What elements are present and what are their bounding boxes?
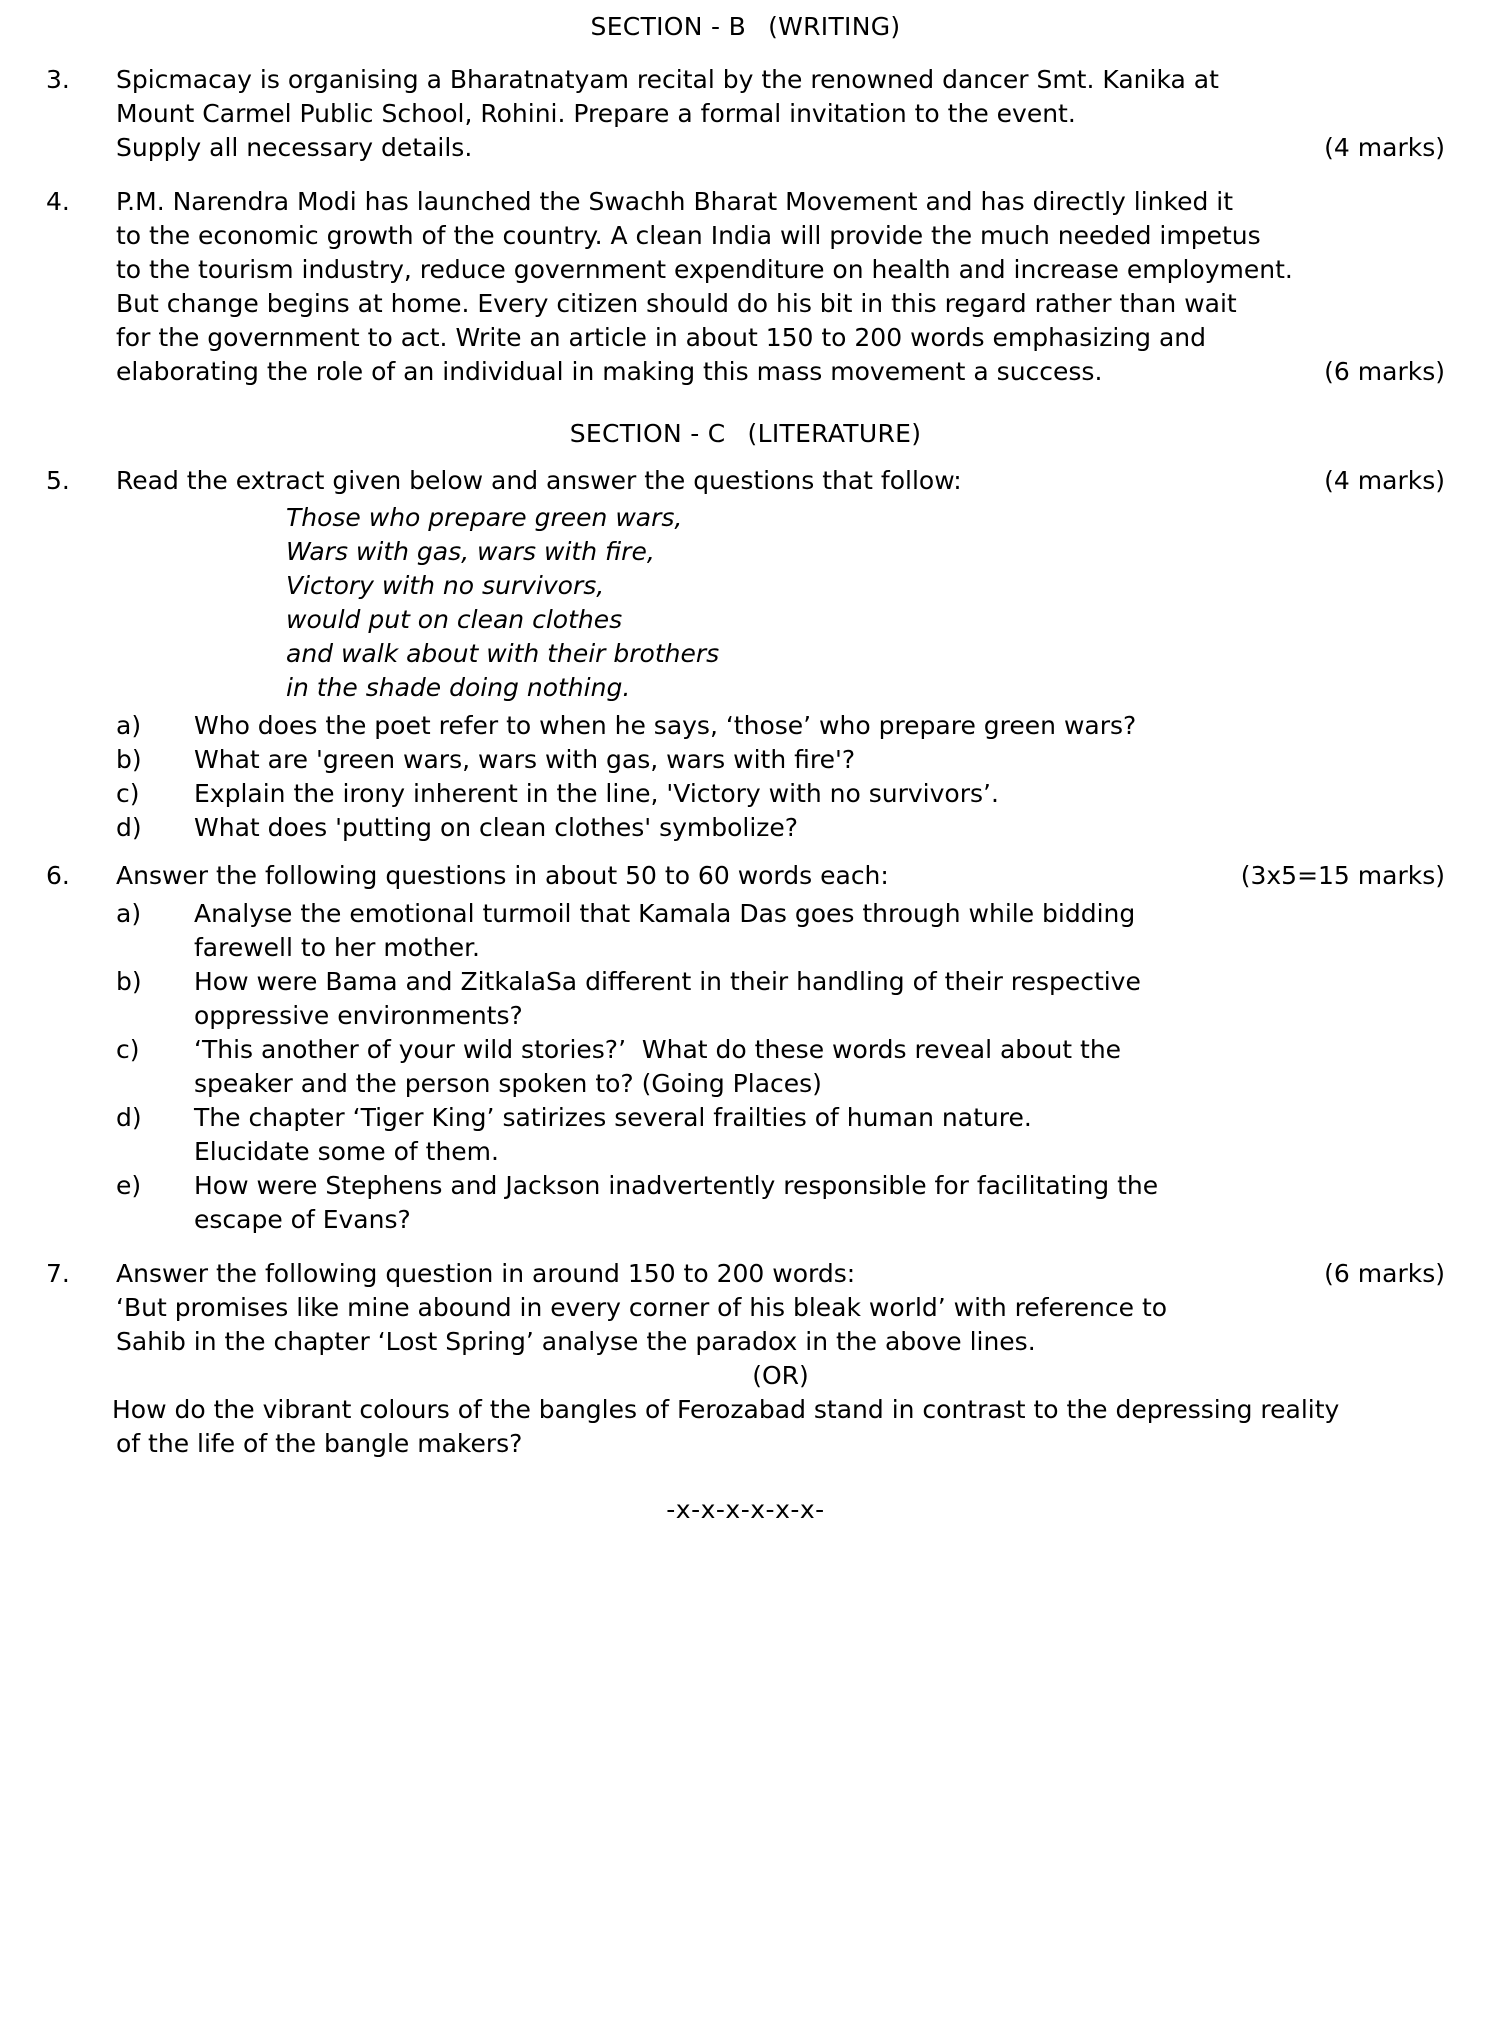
question-4-body bbox=[116, 185, 1445, 389]
question-3-body bbox=[116, 63, 1445, 165]
question-5-number: 5. bbox=[46, 466, 70, 495]
question-6 bbox=[46, 859, 1445, 1237]
poem-line: in the shade doing nothing. bbox=[286, 673, 631, 702]
question-6-stem: Answer the following questions in about 50 to 60 words each: bbox=[116, 861, 889, 890]
question-6-number: 6. bbox=[46, 861, 70, 890]
subquestion-line-1: How were Bama and ZitkalaSa different in their handling of their respective bbox=[194, 967, 1141, 996]
subquestion-line-2: oppressive environments? bbox=[194, 1001, 523, 1030]
subquestion-label: a) bbox=[116, 711, 142, 740]
question-6-subquestion-c bbox=[116, 1033, 1445, 1101]
question-3 bbox=[46, 63, 1445, 165]
question-7-body bbox=[112, 1257, 1445, 1461]
question-5-poem-extract bbox=[116, 501, 1445, 705]
subquestion-line-2: escape of Evans? bbox=[194, 1205, 411, 1234]
question-3-line-3: Supply all necessary details. bbox=[116, 133, 473, 162]
subquestion-line-1: The chapter ‘Tiger King’ satirizes several frailties of human nature. bbox=[194, 1103, 1032, 1132]
subquestion-line-1: ‘This another of your wild stories?’ What do these words reveal about the bbox=[194, 1035, 1122, 1064]
question-7-option-a-line-2: Sahib in the chapter ‘Lost Spring’ analyse the paradox in the above lines. bbox=[116, 1327, 1036, 1356]
question-6-marks: (3x5=15 marks) bbox=[1240, 861, 1445, 890]
subquestion-label: d) bbox=[116, 1103, 142, 1132]
section-c-heading bbox=[46, 415, 1445, 450]
subquestion-label: c) bbox=[116, 779, 140, 808]
poem-line: would put on clean clothes bbox=[286, 605, 623, 634]
question-5-stem: Read the extract given below and answer the questions that follow: bbox=[116, 466, 962, 495]
question-4-line-6-row bbox=[116, 355, 1445, 389]
subquestion-label: c) bbox=[116, 1035, 140, 1064]
question-4-number: 4. bbox=[46, 187, 70, 216]
question-3-line-2: Mount Carmel Public School, Rohini. Prepare a formal invitation to the event. bbox=[116, 99, 1076, 128]
subquestion-line-2: speaker and the person spoken to? (Going Places) bbox=[194, 1069, 822, 1098]
question-5-subquestion-c bbox=[116, 777, 1445, 811]
question-4-line-5: for the government to act. Write an article in about 150 to 200 words emphasizing and bbox=[116, 323, 1206, 352]
subquestion-text bbox=[194, 1101, 1445, 1169]
section-b-heading-left: SECTION - B bbox=[590, 12, 747, 41]
question-5-subquestion-b bbox=[116, 743, 1445, 777]
question-5-subquestion-a bbox=[116, 709, 1445, 743]
subquestion-line-2: farewell to her mother. bbox=[194, 933, 480, 962]
section-c-heading-left: SECTION - C bbox=[569, 419, 726, 448]
subquestion-text: Explain the irony inherent in the line, 'Victory with no survivors’. bbox=[194, 779, 999, 808]
question-7 bbox=[46, 1257, 1445, 1461]
question-6-body bbox=[116, 859, 1445, 1237]
question-7-stem-row bbox=[116, 1257, 1445, 1291]
question-7-number: 7. bbox=[46, 1259, 70, 1288]
question-4-marks: (6 marks) bbox=[1324, 357, 1445, 386]
question-3-line-1: Spicmacay is organising a Bharatnatyam recital by the renowned dancer Smt. Kanika at bbox=[116, 65, 1219, 94]
subquestion-label: e) bbox=[116, 1171, 142, 1200]
question-7-option-b-line-2: of the life of the bangle makers? bbox=[116, 1429, 523, 1458]
question-7-option-a-line-1: ‘But promises like mine abound in every corner of his bleak world’ with reference to bbox=[116, 1293, 1168, 1322]
question-4-line-1: P.M. Narendra Modi has launched the Swachh Bharat Movement and has directly linked it bbox=[116, 187, 1234, 216]
poem-line: Wars with gas, wars with fire, bbox=[286, 537, 655, 566]
subquestion-text: What does 'putting on clean clothes' symbolize? bbox=[194, 813, 799, 842]
question-4-line-2: to the economic growth of the country. A clean India will provide the much needed impetus bbox=[116, 221, 1261, 250]
question-4-line-4: But change begins at home. Every citizen should do his bit in this regard rather than wait bbox=[116, 289, 1237, 318]
poem-line: Those who prepare green wars, bbox=[286, 503, 683, 532]
question-6-stem-row bbox=[116, 859, 1445, 893]
subquestion-text bbox=[194, 965, 1445, 1033]
subquestion-text: What are 'green wars, wars with gas, wars with fire'? bbox=[194, 745, 856, 774]
question-7-marks: (6 marks) bbox=[1324, 1259, 1445, 1288]
poem-line: and walk about with their brothers bbox=[286, 639, 720, 668]
subquestion-text bbox=[194, 897, 1445, 965]
question-5-subquestions bbox=[116, 709, 1445, 845]
end-of-paper-marker: -x-x-x-x-x-x- bbox=[666, 1495, 825, 1524]
question-6-subquestions bbox=[116, 897, 1445, 1237]
question-6-subquestion-e bbox=[116, 1169, 1445, 1237]
question-3-line-3-row bbox=[116, 131, 1445, 165]
question-5 bbox=[46, 464, 1445, 845]
subquestion-label: b) bbox=[116, 967, 142, 996]
question-7-stem: Answer the following question in around 150 to 200 words: bbox=[116, 1259, 856, 1288]
question-7-or-label: (OR) bbox=[752, 1361, 809, 1390]
question-3-number: 3. bbox=[46, 65, 70, 94]
question-5-body bbox=[116, 464, 1445, 845]
question-6-subquestion-a bbox=[116, 897, 1445, 965]
question-7-option-b-line-1: How do the vibrant colours of the bangles of Ferozabad stand in contrast to the depressing reality bbox=[112, 1395, 1340, 1424]
subquestion-line-2: Elucidate some of them. bbox=[194, 1137, 499, 1166]
subquestion-text: Who does the poet refer to when he says, ‘those’ who prepare green wars? bbox=[194, 711, 1137, 740]
question-5-marks: (4 marks) bbox=[1324, 466, 1445, 495]
section-c-heading-right: (LITERATURE) bbox=[747, 419, 922, 448]
question-6-subquestion-d bbox=[116, 1101, 1445, 1169]
question-5-stem-row bbox=[116, 464, 1445, 498]
subquestion-line-1: Analyse the emotional turmoil that Kamala Das goes through while bidding bbox=[194, 899, 1136, 928]
subquestion-label: b) bbox=[116, 745, 142, 774]
question-5-subquestion-d bbox=[116, 811, 1445, 845]
question-4-line-3: to the tourism industry, reduce government expenditure on health and increase employment. bbox=[116, 255, 1293, 284]
subquestion-label: a) bbox=[116, 899, 142, 928]
question-6-subquestion-b bbox=[116, 965, 1445, 1033]
subquestion-text bbox=[194, 1033, 1445, 1101]
section-b-heading bbox=[46, 10, 1445, 43]
question-3-marks: (4 marks) bbox=[1324, 133, 1445, 162]
question-4 bbox=[46, 185, 1445, 389]
section-b-heading-right: (WRITING) bbox=[768, 12, 901, 41]
poem-line: Victory with no survivors, bbox=[286, 571, 605, 600]
subquestion-line-1: How were Stephens and Jackson inadvertently responsible for facilitating the bbox=[194, 1171, 1159, 1200]
subquestion-text bbox=[194, 1169, 1445, 1237]
subquestion-label: d) bbox=[116, 813, 142, 842]
question-4-line-6: elaborating the role of an individual in making this mass movement a success. bbox=[116, 357, 1103, 386]
